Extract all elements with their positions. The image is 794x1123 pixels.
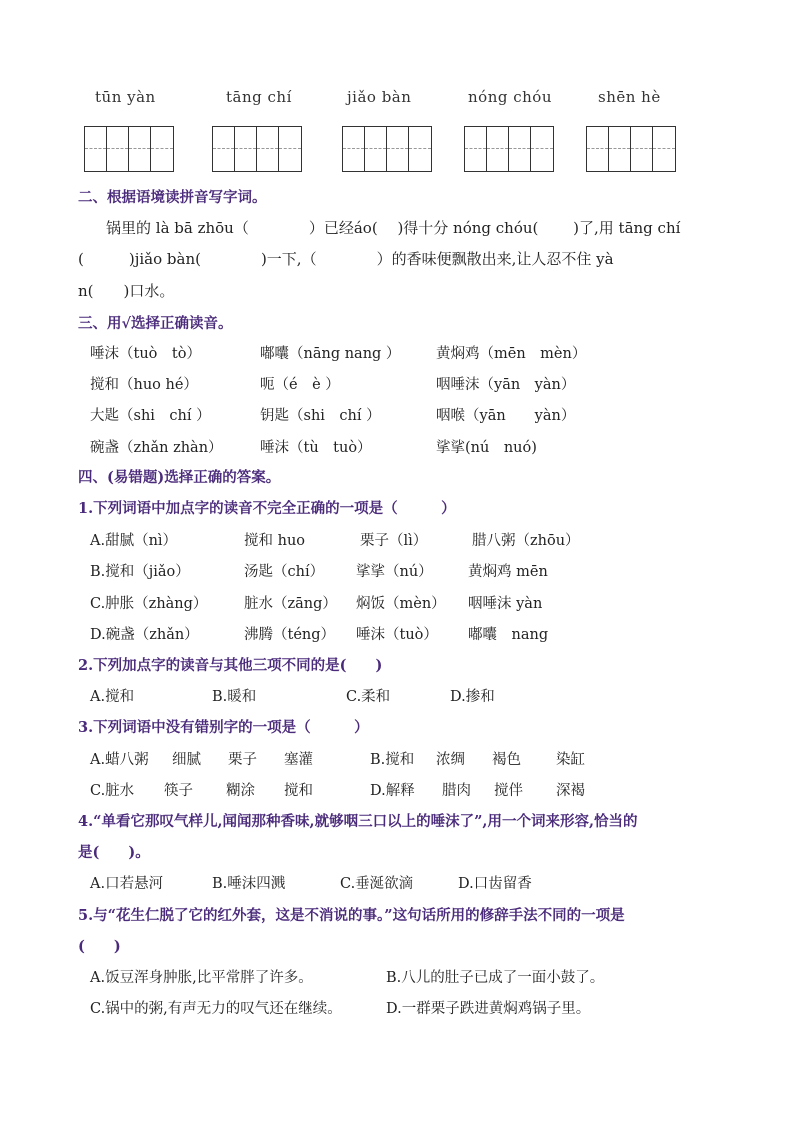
q1-b-1: B.搅和（jiǎo） [90,564,190,580]
q5-option-a: A.饭豆浑身肿胀,比平常胖了许多。 [90,970,313,986]
q2-option-a: A.搅和 [90,689,135,705]
q4-option-c: C.垂涎欲滴 [340,876,414,892]
s3-item-2-3: 咽唾沫（yān yàn） [436,377,576,393]
s3-item-4-3: 挲挲(nú nuó) [436,440,537,456]
q4-option-a: A.口若悬河 [90,876,164,892]
s3-item-2-1: 搅和（huo hé） [90,377,198,393]
pinyin-word-5: shēn hè [598,88,661,106]
q3-row1-1: A.蜡八粥 [90,752,149,768]
q3-row1-4: 塞灌 [284,752,313,768]
q2-option-d: D.掺和 [450,689,495,705]
section3-heading: 三、用√选择正确读音。 [78,315,233,332]
q2-option-b: B.暖和 [212,689,257,705]
q5-option-b: B.八儿的肚子已成了一面小鼓了。 [386,970,605,986]
q3-row2-5: D.解释 [370,783,415,799]
q4-stem-line2: 是( )。 [78,844,150,861]
q1-stem: 1.下列词语中加点字的读音不完全正确的一项是（ ） [78,500,456,517]
pinyin-word-4: nóng chóu [468,88,552,106]
section2-line-3: n( )口水。 [78,282,175,300]
pinyin-word-1: tūn yàn [95,88,156,106]
s3-item-4-1: 碗盏（zhǎn zhàn） [90,440,223,456]
q3-row2-6: 腊肉 [442,783,471,799]
q1-a-4: 腊八粥（zhōu） [472,533,580,549]
writing-grid-4[interactable] [464,126,554,172]
q2-stem: 2.下列加点字的读音与其他三项不同的是( ) [78,657,383,674]
q5-option-c: C.锅中的粥,有声无力的叹气还在继续。 [90,1001,342,1017]
q3-row2-3: 糊涂 [226,783,255,799]
section2-line-2: ( )jiǎo bàn( )一下,（ ）的香味便飘散出来,让人忍不住 yà [78,250,614,268]
q3-row1-2: 细腻 [172,752,201,768]
s3-item-1-1: 唾沫（tuò tò） [90,346,201,362]
q2-option-c: C.柔和 [346,689,391,705]
s3-item-1-2: 嘟囔（nāng nang ） [260,346,401,362]
s3-item-1-3: 黄焖鸡（mēn mèn） [436,346,587,362]
q3-row2-7: 搅伴 [494,783,523,799]
q1-d-2: 沸腾（téng） [244,627,336,643]
q3-row1-7: 褐色 [492,752,521,768]
s3-item-4-2: 唾沫（tù tuò） [260,440,372,456]
q4-stem-line1: 4.“单看它那叹气样儿,闻闻那种香味,就够咽三口以上的唾沫了”,用一个词来形容,恰当的 [78,813,638,830]
q3-row1-5: B.搅和 [370,752,415,768]
section4-heading: 四、(易错题)选择正确的答案。 [78,469,281,486]
q5-option-d: D.一群栗子跌进黄焖鸡锅子里。 [386,1001,591,1017]
q4-option-b: B.唾沫四溅 [212,876,286,892]
q1-d-3: 唾沫（tuò） [356,627,438,643]
q1-d-4: 嘟囔 nang [468,627,549,643]
q1-c-1: C.肿胀（zhàng） [90,596,208,612]
q3-row2-1: C.脏水 [90,783,135,799]
section2-line-1: 锅里的 là bā zhōu（ ）已经áo( )得十分 nóng chóu( )了,用 tāng chí [106,219,681,237]
q3-stem: 3.下列词语中没有错别字的一项是（ ） [78,719,369,736]
writing-grid-2[interactable] [212,126,302,172]
q1-a-1: A.甜腻（nì） [90,533,178,549]
pinyin-word-3: jiǎo bàn [347,88,412,106]
q1-a-3: 栗子（lì） [360,533,428,549]
q1-c-3: 焖饭（mèn） [356,596,446,612]
q3-row1-6: 浓绸 [436,752,465,768]
q3-row1-8: 染缸 [556,752,585,768]
s3-item-3-3: 咽喉（yān yàn） [436,408,576,424]
q5-stem-line2: ( ) [78,938,121,955]
q1-d-1: D.碗盏（zhǎn） [90,627,199,643]
q4-option-d: D.口齿留香 [458,876,532,892]
q3-row1-3: 栗子 [228,752,257,768]
s3-item-2-2: 呃（é è ） [260,377,340,393]
writing-grid-1[interactable] [84,126,174,172]
q1-c-2: 脏水（zāng） [244,596,337,612]
writing-grid-3[interactable] [342,126,432,172]
q1-b-4: 黄焖鸡 mēn [468,564,548,580]
q3-row2-2: 筷子 [164,783,193,799]
q3-row2-4: 搅和 [284,783,313,799]
q1-a-2: 搅和 huo [244,533,306,549]
section2-heading: 二、根据语境读拼音写字词。 [78,189,267,206]
q1-c-4: 咽唾沫 yàn [468,596,543,612]
q1-b-2: 汤匙（chí） [244,564,325,580]
s3-item-3-1: 大匙（shi chí ） [90,408,211,424]
pinyin-word-2: tāng chí [226,88,292,106]
q5-stem-line1: 5.与“花生仁脱了它的红外套，这是不消说的事。”这句话所用的修辞手法不同的一项是 [78,907,625,924]
q1-b-3: 挲挲（nú） [356,564,433,580]
s3-item-3-2: 钥匙（shi chí ） [260,408,381,424]
writing-grid-5[interactable] [586,126,676,172]
q3-row2-8: 深褐 [556,783,585,799]
